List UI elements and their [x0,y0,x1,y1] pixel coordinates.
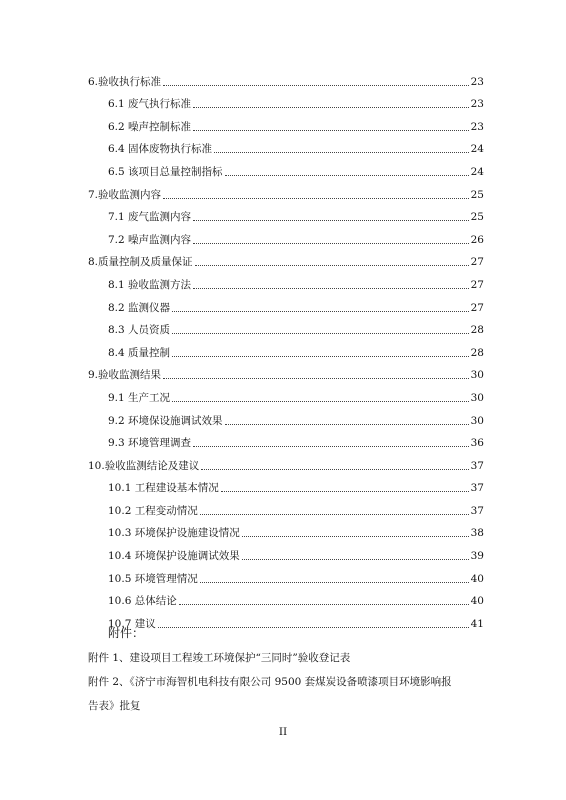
toc-entry-page: 28 [470,346,484,359]
toc-entry-page: 23 [470,98,484,111]
toc-leader-dots [193,242,469,244]
toc-leader-dots [193,445,469,447]
toc-leader-dots [225,423,469,425]
toc-entry-page: 30 [470,414,484,427]
toc-entry-page: 26 [470,233,484,246]
page-number: II [278,726,288,738]
toc-entry-label: 6.2 噪声控制标准 [108,120,192,133]
toc-leader-dots [214,151,469,153]
toc-leader-dots [225,174,469,176]
toc-entry[interactable] [88,66,484,89]
toc-entry-page: 25 [470,211,484,224]
toc-entry-label: 8.质量控制及质量保证 [88,256,193,269]
toc-entry-label: 10.验收监测结论及建议 [88,459,200,472]
toc-entry[interactable] [88,428,484,451]
appendix-heading: 附件： [108,626,145,640]
toc-entry-label: 10.1 工程建设基本情况 [108,482,219,495]
toc-entry-page: 30 [470,369,484,382]
toc-entry-label: 6.验收执行标准 [88,75,162,88]
toc-leader-dots [158,626,469,628]
toc-leader-dots [193,219,469,221]
toc-entry[interactable] [88,337,484,360]
toc-entry-label: 7.验收监测内容 [88,188,162,201]
toc-leader-dots [163,84,469,86]
toc-entry-page: 39 [470,550,484,563]
toc-entry-label: 8.4 质量控制 [108,346,171,359]
toc-entry-label: 6.4 固体废物执行标准 [108,143,213,156]
toc-entry[interactable] [88,156,484,179]
toc-entry-page: 27 [470,301,484,314]
toc-entry-page: 36 [470,437,484,450]
toc-entry[interactable] [88,202,484,225]
toc-entry-label: 9.2 环境保设施调试效果 [108,414,223,427]
toc-entry-page: 30 [470,391,484,404]
toc-entry-page: 27 [470,278,484,291]
toc-entry-label: 6.1 废气执行标准 [108,98,192,111]
appendix-item-2-continued: 告表》批复 [88,700,141,712]
toc-entry[interactable] [88,473,484,496]
toc-entry-label: 9.1 生产工况 [108,391,171,404]
toc-entry-label: 10.7 建议 [108,617,156,630]
toc-entry-label: 10.3 环境保护设施建设情况 [108,527,240,540]
toc-entry-label: 8.2 监测仪器 [108,301,171,314]
toc-entry[interactable] [88,360,484,383]
toc-entry-label: 8.1 验收监测方法 [108,278,192,291]
toc-entry-label: 10.2 工程变动情况 [108,504,198,517]
toc-leader-dots [172,355,469,357]
toc-entry-label: 10.5 环境管理情况 [108,572,198,585]
toc-entry[interactable] [88,247,484,270]
toc-entry[interactable] [88,495,484,518]
toc-entry[interactable] [88,382,484,405]
toc-leader-dots [195,264,469,266]
toc-leader-dots [172,332,469,334]
toc-entry-page: 37 [470,482,484,495]
toc-entry[interactable] [88,563,484,586]
toc-leader-dots [200,581,469,583]
toc-entry[interactable] [88,292,484,315]
toc-entry-page: 23 [470,75,484,88]
toc-leader-dots [163,197,469,199]
toc-leader-dots [179,603,469,605]
toc-leader-dots [242,535,469,537]
toc-leader-dots [172,310,469,312]
toc-entry-page: 23 [470,120,484,133]
toc-entry[interactable] [88,540,484,563]
table-of-contents [88,66,484,631]
toc-entry-page: 24 [470,165,484,178]
toc-entry-page: 25 [470,188,484,201]
toc-entry[interactable] [88,518,484,541]
toc-leader-dots [193,106,469,108]
appendix-item-1: 附件 1、建设项目工程竣工环境保护“三同时”验收登记表 [88,652,351,664]
toc-entry-label: 7.1 废气监测内容 [108,211,192,224]
toc-entry[interactable] [88,179,484,202]
toc-entry[interactable] [88,89,484,112]
toc-leader-dots [201,468,468,470]
toc-entry-label: 7.2 噪声监测内容 [108,233,192,246]
toc-entry-page: 37 [470,504,484,517]
toc-entry-label: 10.4 环境保护设施调试效果 [108,550,240,563]
toc-leader-dots [242,558,469,560]
toc-leader-dots [221,490,469,492]
toc-entry[interactable] [88,269,484,292]
toc-entry-page: 28 [470,324,484,337]
toc-entry-page: 24 [470,143,484,156]
toc-entry-label: 8.3 人员资质 [108,324,171,337]
toc-entry[interactable] [88,315,484,338]
toc-leader-dots [193,287,469,289]
toc-entry-page: 40 [470,572,484,585]
toc-entry-page: 41 [470,617,484,630]
toc-leader-dots [193,129,469,131]
toc-entry[interactable] [88,134,484,157]
toc-leader-dots [163,377,469,379]
toc-leader-dots [172,400,469,402]
toc-entry-label: 10.6 总体结论 [108,595,177,608]
toc-entry-page: 27 [470,256,484,269]
toc-entry-label: 6.5 该项目总量控制指标 [108,165,223,178]
toc-leader-dots [200,513,469,515]
toc-entry-page: 38 [470,527,484,540]
toc-entry[interactable] [88,586,484,609]
toc-entry[interactable] [88,608,484,631]
toc-entry-page: 37 [470,459,484,472]
toc-entry[interactable] [88,405,484,428]
appendix-item-2: 附件 2、《济宁市海智机电科技有限公司 9500 套煤炭设备喷漆项目环境影响报 [88,676,452,688]
toc-entry-label: 9.验收监测结果 [88,369,162,382]
toc-entry-label: 9.3 环境管理调查 [108,437,192,450]
toc-entry[interactable] [88,450,484,473]
toc-entry[interactable] [88,224,484,247]
toc-entry-page: 40 [470,595,484,608]
toc-entry[interactable] [88,111,484,134]
